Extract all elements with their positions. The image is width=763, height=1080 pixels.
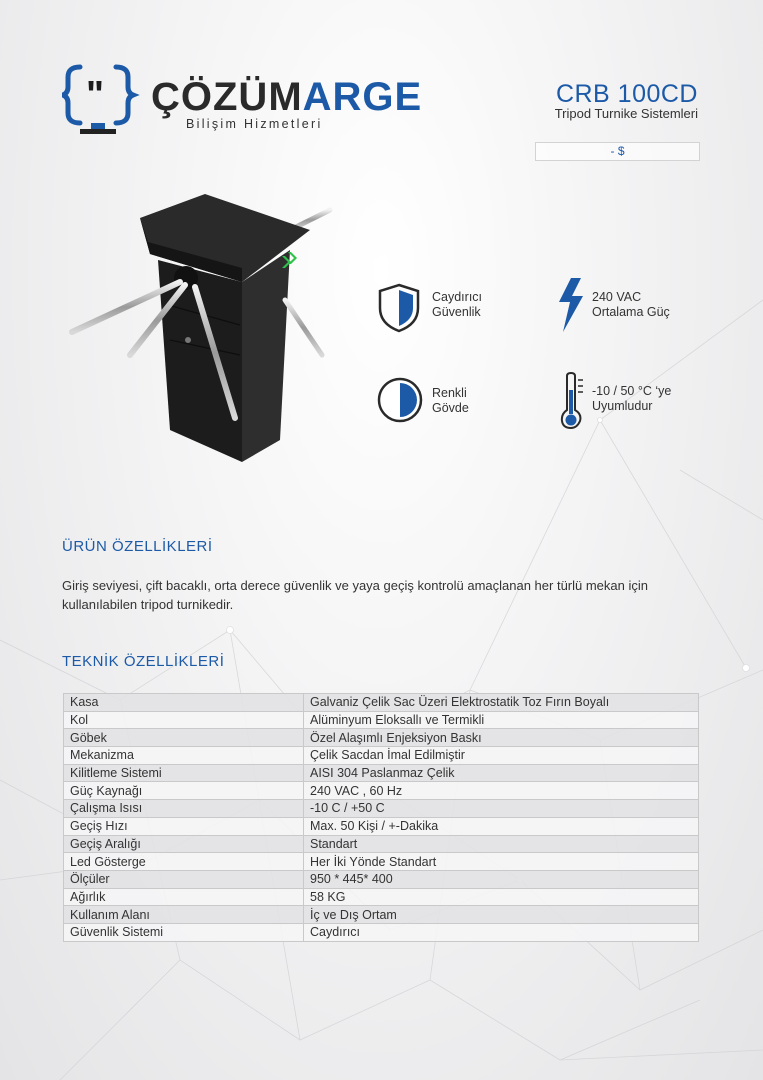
spec-key: Geçiş Hızı (64, 817, 304, 835)
feature-temperature-line2: Uyumludur (592, 399, 653, 413)
company-logo (62, 63, 423, 138)
spec-key: Güvenlik Sistemi (64, 923, 304, 941)
table-row (64, 694, 699, 712)
product-subtitle: Tripod Turnike Sistemleri (554, 106, 698, 121)
spec-key: Kasa (64, 694, 304, 712)
brand-name (151, 75, 422, 119)
feature-security-line1: Caydırıcı (432, 290, 483, 304)
brand-name-part2: ARGE (302, 75, 423, 119)
spec-value: AISI 304 Paslanmaz Çelik (304, 764, 699, 782)
section-title-specs: TEKNİK ÖZELLİKLERİ (62, 653, 225, 670)
feature-power-line2: Ortalama Güç (592, 305, 670, 319)
table-row (64, 747, 699, 765)
feature-power (592, 290, 670, 320)
spec-value: Caydırıcı (304, 923, 699, 941)
section-title-features: ÜRÜN ÖZELLİKLERİ (62, 538, 213, 555)
lightning-icon (555, 276, 587, 334)
spec-value: Her İki Yönde Standart (304, 853, 699, 871)
feature-temperature (592, 384, 671, 414)
feature-power-line1: 240 VAC (592, 290, 642, 304)
spec-key: Kol (64, 711, 304, 729)
spec-value: İç ve Dış Ortam (304, 906, 699, 924)
spec-key: Güç Kaynağı (64, 782, 304, 800)
price-field: - $ (535, 142, 700, 161)
spec-value: Özel Alaşımlı Enjeksiyon Baskı (304, 729, 699, 747)
spec-key: Kilitleme Sistemi (64, 764, 304, 782)
brand-name-part1: ÇÖZÜM (151, 75, 303, 119)
spec-key: Led Gösterge (64, 853, 304, 871)
turnstile-product-image (60, 190, 345, 470)
spec-value: Max. 50 Kişi / +-Dakika (304, 817, 699, 835)
feature-security-line2: Güvenlik (432, 305, 481, 319)
table-row (64, 817, 699, 835)
table-row (64, 782, 699, 800)
spec-value: Alüminyum Eloksallı ve Termikli (304, 711, 699, 729)
spec-key: Çalışma Isısı (64, 800, 304, 818)
table-row (64, 729, 699, 747)
shield-icon (376, 282, 422, 334)
spec-value: 950 * 445* 400 (304, 870, 699, 888)
logo-quote-mark: " (86, 74, 105, 116)
spec-key: Mekanizma (64, 747, 304, 765)
table-row (64, 923, 699, 941)
table-row (64, 711, 699, 729)
spec-value: 240 VAC , 60 Hz (304, 782, 699, 800)
feature-body-line2: Gövde (432, 401, 469, 415)
spec-value: Standart (304, 835, 699, 853)
brand-tagline: Bilişim Hizmetleri (186, 117, 323, 131)
spec-key: Kullanım Alanı (64, 906, 304, 924)
table-row (64, 764, 699, 782)
spec-key: Ölçüler (64, 870, 304, 888)
table-row (64, 888, 699, 906)
feature-body-line1: Renkli (432, 386, 467, 400)
thermometer-icon (558, 372, 588, 430)
spec-value: 58 KG (304, 888, 699, 906)
specs-table (63, 693, 699, 942)
feature-security (432, 290, 482, 320)
spec-key: Ağırlık (64, 888, 304, 906)
spec-value: Galvaniz Çelik Sac Üzeri Elektrostatik Toz Fırın Boyalı (304, 694, 699, 712)
table-row (64, 853, 699, 871)
product-description: Giriş seviyesi, çift bacaklı, orta derece güvenlik ve yaya geçiş kontrolü amaçlanan her türlü mekan için kullanılabilen tripod turnikedir. (62, 578, 648, 612)
table-row (64, 870, 699, 888)
feature-body (432, 386, 469, 416)
table-row (64, 800, 699, 818)
spec-key: Geçiş Aralığı (64, 835, 304, 853)
spec-value: -10 C / +50 C (304, 800, 699, 818)
table-row (64, 906, 699, 924)
table-row (64, 835, 699, 853)
half-circle-icon (376, 376, 424, 424)
spec-value: Çelik Sacdan İmal Edilmiştir (304, 747, 699, 765)
feature-temperature-line1: -10 / 50 °C ‘ye (592, 384, 672, 398)
product-code: CRB 100CD (555, 80, 698, 108)
spec-key: Göbek (64, 729, 304, 747)
